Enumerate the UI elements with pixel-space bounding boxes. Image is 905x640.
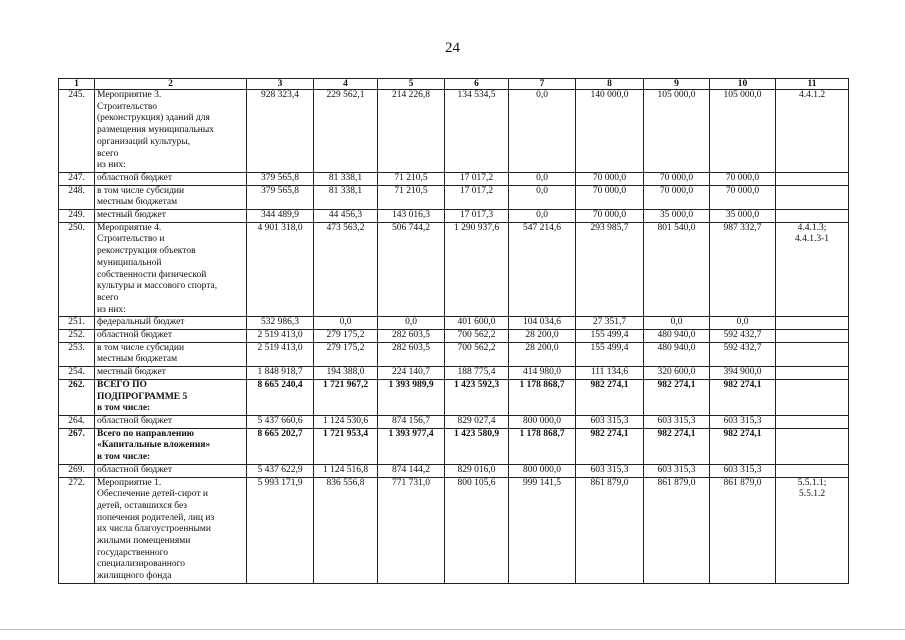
value-cell: 771 731,0 (378, 477, 445, 583)
value-cell: 1 848 918,7 (247, 367, 314, 380)
value-cell: 5 437 660,6 (247, 415, 314, 428)
value-cell: 700 562,2 (445, 342, 509, 366)
row-number: 267. (59, 428, 95, 464)
value-cell: 1 423 580,9 (445, 428, 509, 464)
value-cell: 70 000,0 (644, 185, 710, 209)
value-cell: 532 986,3 (247, 317, 314, 330)
value-cell: 81 338,1 (314, 172, 378, 185)
row-label-line: местным бюджетам (97, 354, 178, 365)
row-number: 254. (59, 367, 95, 380)
table-row (59, 367, 849, 380)
page-number: 24 (445, 40, 460, 56)
value-cell: 861 879,0 (576, 477, 644, 583)
value-cell: 480 940,0 (644, 342, 710, 366)
value-cell: 801 540,0 (644, 222, 710, 317)
row-label-line: местный бюджет (97, 367, 166, 378)
table-row (59, 342, 849, 366)
value-cell: 282 603,5 (378, 342, 445, 366)
code-cell (776, 185, 849, 209)
value-cell: 2 519 413,0 (247, 342, 314, 366)
row-label-line: детей, оставшихся без (97, 500, 188, 511)
code-cell (776, 428, 849, 464)
row-number: 247. (59, 172, 95, 185)
header-cell: 5 (378, 79, 445, 90)
value-cell: 320 600,0 (644, 367, 710, 380)
value-cell: 836 556,8 (314, 477, 378, 583)
row-label-line: областной бюджет (97, 415, 173, 426)
row-label-line: всего (97, 148, 119, 159)
value-cell: 70 000,0 (644, 172, 710, 185)
value-cell: 603 315,3 (710, 464, 776, 477)
header-cell: 2 (95, 79, 247, 90)
value-cell: 188 775,4 (445, 367, 509, 380)
table-row (59, 210, 849, 223)
row-label-line: в том числе субсидии (97, 185, 185, 196)
value-cell: 44 456,3 (314, 210, 378, 223)
row-label-line: Строительство (97, 101, 158, 112)
value-cell: 874 156,7 (378, 415, 445, 428)
table-row (59, 172, 849, 185)
row-number: 248. (59, 185, 95, 209)
table-row (59, 477, 849, 583)
header-cell: 4 (314, 79, 378, 90)
code-cell (776, 90, 849, 173)
row-label-line: Всего по направлению (97, 428, 195, 439)
code-line: 4.4.1.3; (797, 222, 827, 233)
value-cell: 829 016,0 (445, 464, 509, 477)
value-cell: 480 940,0 (644, 330, 710, 343)
row-label-line: государственного (97, 547, 169, 558)
header-cell: 10 (710, 79, 776, 90)
value-cell: 229 562,1 (314, 90, 378, 173)
row-label-line: местный бюджет (97, 210, 166, 221)
value-cell: 861 879,0 (644, 477, 710, 583)
code-cell (776, 464, 849, 477)
value-cell: 800 000,0 (509, 415, 576, 428)
value-cell: 1 124 530,6 (314, 415, 378, 428)
value-cell: 603 315,3 (644, 464, 710, 477)
row-label (95, 185, 247, 209)
row-label (95, 379, 247, 415)
value-cell: 982 274,1 (644, 379, 710, 415)
value-cell: 8 665 240,4 (247, 379, 314, 415)
row-label-line: их числа благоустроенными (97, 524, 211, 535)
value-cell: 547 214,6 (509, 222, 576, 317)
value-cell: 603 315,3 (644, 415, 710, 428)
code-cell (776, 222, 849, 317)
value-cell: 0,0 (509, 172, 576, 185)
table-row (59, 317, 849, 330)
value-cell: 982 274,1 (576, 428, 644, 464)
header-cell: 1 (59, 79, 95, 90)
value-cell: 17 017,3 (445, 210, 509, 223)
row-label-line: федеральный бюджет (97, 317, 185, 328)
value-cell: 0,0 (710, 317, 776, 330)
value-cell: 861 879,0 (710, 477, 776, 583)
table-row (59, 185, 849, 209)
value-cell: 1 393 989,9 (378, 379, 445, 415)
value-cell: 71 210,5 (378, 172, 445, 185)
value-cell: 1 124 516,8 (314, 464, 378, 477)
row-label (95, 367, 247, 380)
value-cell: 1 178 868,7 (509, 379, 576, 415)
header-cell: 3 (247, 79, 314, 90)
value-cell: 829 027,4 (445, 415, 509, 428)
value-cell: 1 721 953,4 (314, 428, 378, 464)
value-cell: 603 315,3 (710, 415, 776, 428)
value-cell: 28 200,0 (509, 342, 576, 366)
value-cell: 592 432,7 (710, 330, 776, 343)
code-line: 5.5.1.2 (798, 489, 826, 500)
value-cell: 379 565,8 (247, 185, 314, 209)
row-label (95, 172, 247, 185)
value-cell: 0,0 (509, 90, 576, 173)
row-label-line: «Капитальные вложения» (97, 440, 211, 451)
value-cell: 344 489,9 (247, 210, 314, 223)
row-label-line: специализированного (97, 559, 186, 570)
value-cell: 70 000,0 (576, 185, 644, 209)
value-cell: 394 900,0 (710, 367, 776, 380)
value-cell: 874 144,2 (378, 464, 445, 477)
value-cell: 0,0 (378, 317, 445, 330)
row-label-line: областной бюджет (97, 330, 173, 341)
row-label-line: в том числе: (97, 452, 151, 463)
row-label (95, 90, 247, 173)
value-cell: 800 000,0 (509, 464, 576, 477)
value-cell: 17 017,2 (445, 185, 509, 209)
row-label-line: Мероприятие 3. (97, 90, 162, 100)
header-cell: 8 (576, 79, 644, 90)
row-label-line: в том числе: (97, 403, 151, 414)
code-cell (776, 317, 849, 330)
value-cell: 81 338,1 (314, 185, 378, 209)
value-cell: 982 274,1 (710, 379, 776, 415)
value-cell: 293 985,7 (576, 222, 644, 317)
row-label-line: в том числе субсидии (97, 342, 185, 353)
value-cell: 279 175,2 (314, 342, 378, 366)
row-number: 262. (59, 379, 95, 415)
value-cell: 214 226,8 (378, 90, 445, 173)
row-label (95, 330, 247, 343)
row-label (95, 464, 247, 477)
header-cell: 7 (509, 79, 576, 90)
value-cell: 473 563,2 (314, 222, 378, 317)
row-label (95, 342, 247, 366)
value-cell: 70 000,0 (576, 172, 644, 185)
value-cell: 143 016,3 (378, 210, 445, 223)
value-cell: 5 437 622,9 (247, 464, 314, 477)
table-row (59, 415, 849, 428)
value-cell: 0,0 (509, 210, 576, 223)
value-cell: 194 388,0 (314, 367, 378, 380)
row-label-line: попечения родителей, лиц из (97, 512, 215, 523)
value-cell: 414 980,0 (509, 367, 576, 380)
value-cell: 0,0 (509, 185, 576, 209)
value-cell: 1 423 592,3 (445, 379, 509, 415)
value-cell: 105 000,0 (710, 90, 776, 173)
row-label (95, 210, 247, 223)
value-cell: 155 499,4 (576, 330, 644, 343)
value-cell: 800 105,6 (445, 477, 509, 583)
value-cell: 70 000,0 (710, 185, 776, 209)
row-label-line: Обеспечение детей-сирот и (97, 489, 209, 500)
row-label-line: (реконструкция) зданий для (97, 113, 210, 124)
row-label (95, 222, 247, 317)
table-body (59, 79, 849, 584)
value-cell: 17 017,2 (445, 172, 509, 185)
value-cell: 987 332,7 (710, 222, 776, 317)
value-cell: 4 901 318,0 (247, 222, 314, 317)
value-cell: 592 432,7 (710, 342, 776, 366)
row-label-line: организаций культуры, (97, 136, 191, 147)
value-cell: 8 665 202,7 (247, 428, 314, 464)
value-cell: 70 000,0 (576, 210, 644, 223)
row-label-line: областной бюджет (97, 464, 173, 475)
value-cell: 603 315,3 (576, 415, 644, 428)
row-number: 251. (59, 317, 95, 330)
row-label (95, 428, 247, 464)
table-row (59, 90, 849, 173)
value-cell: 35 000,0 (644, 210, 710, 223)
header-cell: 9 (644, 79, 710, 90)
code-cell (776, 379, 849, 415)
row-number: 269. (59, 464, 95, 477)
code-line: 4.4.1.2 (798, 90, 826, 100)
value-cell: 982 274,1 (576, 379, 644, 415)
value-cell: 1 178 868,7 (509, 428, 576, 464)
row-label-line: областной бюджет (97, 172, 173, 183)
value-cell: 111 134,6 (576, 367, 644, 380)
value-cell: 5 993 171,9 (247, 477, 314, 583)
table-row (59, 464, 849, 477)
row-label-line: из них: (97, 160, 126, 171)
value-cell: 155 499,4 (576, 342, 644, 366)
header-cell: 11 (776, 79, 849, 90)
row-label-line: Мероприятие 1. (97, 477, 162, 488)
header-row (59, 79, 849, 90)
row-number: 249. (59, 210, 95, 223)
code-cell (776, 415, 849, 428)
table-row (59, 379, 849, 415)
value-cell: 28 200,0 (509, 330, 576, 343)
row-label-line: ВСЕГО ПО (97, 379, 147, 390)
value-cell: 140 000,0 (576, 90, 644, 173)
row-number: 264. (59, 415, 95, 428)
row-label-line: из них: (97, 304, 126, 315)
value-cell: 105 000,0 (644, 90, 710, 173)
code-line: 5.5.1.1; (797, 477, 827, 488)
row-label-line: муниципальной (97, 257, 162, 268)
value-cell: 379 565,8 (247, 172, 314, 185)
value-cell: 35 000,0 (710, 210, 776, 223)
code-cell (776, 210, 849, 223)
row-label-line: Строительство и (97, 234, 165, 245)
code-cell (776, 172, 849, 185)
row-number: 272. (59, 477, 95, 583)
value-cell: 1 290 937,6 (445, 222, 509, 317)
value-cell: 282 603,5 (378, 330, 445, 343)
value-cell: 928 323,4 (247, 90, 314, 173)
code-cell (776, 367, 849, 380)
code-line: 4.4.1.3-1 (794, 234, 830, 245)
table-row (59, 428, 849, 464)
page-edge-divider (0, 629, 905, 630)
value-cell: 0,0 (314, 317, 378, 330)
value-cell: 603 315,3 (576, 464, 644, 477)
code-cell (776, 330, 849, 343)
value-cell: 999 141,5 (509, 477, 576, 583)
value-cell: 401 600,0 (445, 317, 509, 330)
value-cell: 279 175,2 (314, 330, 378, 343)
value-cell: 1 393 977,4 (378, 428, 445, 464)
row-label (95, 477, 247, 583)
row-label-line: собственности физической (97, 269, 207, 280)
value-cell: 2 519 413,0 (247, 330, 314, 343)
header-cell: 6 (445, 79, 509, 90)
value-cell: 134 534,5 (445, 90, 509, 173)
code-cell (776, 342, 849, 366)
value-cell: 982 274,1 (710, 428, 776, 464)
value-cell: 70 000,0 (710, 172, 776, 185)
row-label-line: культуры и массового спорта, (97, 281, 218, 292)
row-label-line: местным бюджетам (97, 197, 178, 208)
row-label-line: жилищного фонда (97, 571, 172, 582)
row-label-line: жилыми помещениями (97, 536, 191, 547)
value-cell: 71 210,5 (378, 185, 445, 209)
value-cell: 700 562,2 (445, 330, 509, 343)
value-cell: 27 351,7 (576, 317, 644, 330)
code-cell (776, 477, 849, 583)
table-row (59, 222, 849, 317)
value-cell: 982 274,1 (644, 428, 710, 464)
table-row (59, 330, 849, 343)
row-label (95, 415, 247, 428)
row-label-line: размещения муниципальных (97, 125, 215, 136)
row-label-line: ПОДПРОГРАММЕ 5 (97, 391, 188, 402)
row-number: 252. (59, 330, 95, 343)
row-label (95, 317, 247, 330)
row-label-line: Мероприятие 4. (97, 222, 162, 233)
value-cell: 104 034,6 (509, 317, 576, 330)
row-label-line: всего (97, 292, 119, 303)
row-label-line: реконструкция объектов (97, 246, 196, 257)
row-number: 250. (59, 222, 95, 317)
budget-table (58, 78, 849, 584)
row-number: 245. (59, 90, 95, 173)
value-cell: 224 140,7 (378, 367, 445, 380)
row-number: 253. (59, 342, 95, 366)
value-cell: 506 744,2 (378, 222, 445, 317)
value-cell: 0,0 (644, 317, 710, 330)
value-cell: 1 721 967,2 (314, 379, 378, 415)
